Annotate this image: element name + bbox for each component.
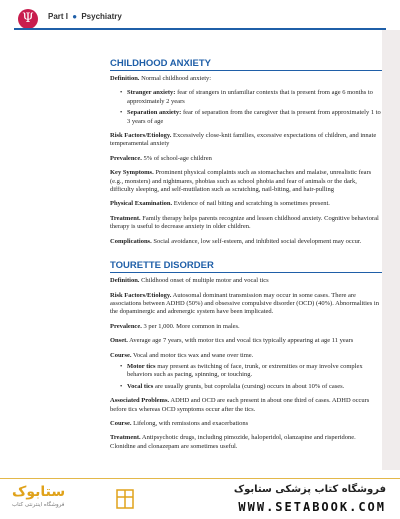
prevalence-paragraph: Prevalence. 3 per 1,000. More common in males. xyxy=(110,322,240,330)
running-head xyxy=(48,12,122,21)
symptoms-paragraph: Key Symptoms. Prominent physical complaints such as stomachaches and malaise, unrealistic fears (e.g., monsters) and nightmares, phobias such as school phobia and fear of animals or the dark, difficulty sleeping, and self-mutilation such as scratching, nail-biting, and hair-pulling xyxy=(110,169,372,194)
side-band xyxy=(382,30,400,470)
header-divider xyxy=(14,28,386,30)
shop-name: فروشگاه کتاب پزشکی ستابوک xyxy=(233,484,386,495)
book-box-icon xyxy=(116,488,134,510)
section-divider xyxy=(110,70,382,71)
anxiety-types-list xyxy=(120,89,382,126)
complications-paragraph: Complications. Social avoidance, low self-esteem, and inhibited social development may occur. xyxy=(110,237,362,245)
risk-paragraph: Risk Factors/Etiology. Autosomal dominant transmission may occur in some cases. There are associations between ADHD (50%) and obsessive compulsive disorder (OCD) (40%). Abnormalities in the dopaminergic and adrenergic system have been implicated. xyxy=(110,291,379,316)
definition-paragraph: Definition. Childhood onset of multiple motor and vocal tics xyxy=(110,277,269,285)
bullet-icon: ● xyxy=(72,12,78,21)
section-divider xyxy=(110,272,382,273)
section-title-tourette: TOURETTE DISORDER xyxy=(110,260,214,272)
treatment-paragraph: Treatment. Family therapy helps parents recognize and lessen childhood anxiety. Cognitive behavioral therapy is useful to decrease anxiety in older children. xyxy=(110,214,379,231)
prevalence-paragraph: Prevalence. 5% of school-age children xyxy=(110,154,212,162)
footer-divider xyxy=(0,478,400,479)
tics-list xyxy=(120,363,382,391)
psi-icon: Ψ xyxy=(18,9,38,29)
section-label: Psychiatry xyxy=(81,12,122,21)
associated-problems-paragraph: Associated Problems. ADHD and OCD are each present in about one third of cases. ADHD occurs before tics whereas OCD symptoms occur after the tics. xyxy=(110,397,370,413)
page-header xyxy=(0,0,400,42)
onset-paragraph: Onset. Average age 7 years, with motor tics and vocal tics typically appearing at age 11 years xyxy=(110,337,354,345)
page-content xyxy=(110,58,382,457)
treatment-paragraph: Treatment. Antipsychotic drugs, including pimozide, haloperidol, olanzapine and risperidone. Clonidine and clonazepam are sometimes useful. xyxy=(110,434,356,450)
list-item: • Separation anxiety: fear of separation from the caregiver that is present from approximately 1 to 3 years of age xyxy=(120,109,382,126)
list-item: • Motor tics may present as twitching of face, trunk, or extremities or may involve complex behaviors such as pacing, spinning, or touching. xyxy=(120,363,382,380)
footer-banner xyxy=(0,478,400,519)
section-title-childhood-anxiety: CHILDHOOD ANXIETY xyxy=(110,58,211,69)
course-paragraph: Course. Lifelong, with remissions and exacerbations xyxy=(110,419,249,427)
exam-paragraph: Physical Examination. Evidence of nail biting and scratching is sometimes present. xyxy=(110,200,330,208)
list-item: • Stranger anxiety: fear of strangers in unfamiliar contexts that is present from age 6 months to approximately 2 years xyxy=(120,89,382,106)
course-paragraph: Course. Vocal and motor tics wax and wane over time. xyxy=(110,351,254,359)
part-label: Part I xyxy=(48,12,69,21)
shop-url-link[interactable]: WWW.SETABOOK.COM xyxy=(238,500,386,514)
setabook-logo: ستابوک فروشگاه اینترنتی کتاب xyxy=(12,484,66,508)
list-item: • Vocal tics are usually grunts, but coprolalia (cursing) occurs in about 10% of cases. xyxy=(120,383,382,391)
risk-paragraph: Risk Factors/Etiology. Excessively close-knit families, excessive expectations of children, and innate temperamental anxiety xyxy=(110,132,377,148)
definition-paragraph: Definition. Normal childhood anxiety: xyxy=(110,75,212,82)
